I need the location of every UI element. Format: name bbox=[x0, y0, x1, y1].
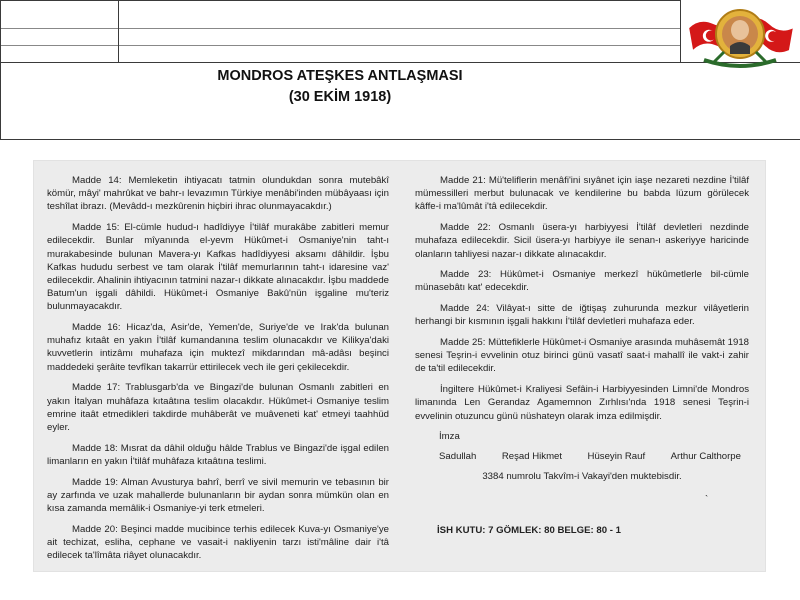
article-21: Madde 21: Mü'teliflerin menâfi'ini sıyânet için iaşe nezareti nezdine İ'tilâf mümessilleri merbut bulunacak ve kendilerine bu babda lüzum görülecek kâffe-i ma'lûmât i'tâ edilecekdir. bbox=[415, 175, 749, 213]
article-19: Madde 19: Alman Avusturya bahrî, berrî ve sivil memurin ve tebasının bir ay zarfında ve uzak mahallerde bulunanların bir aydan sonra mümkün olan en kısa zamanda memâlik-i Osmaniye-yi terk etmeleri. bbox=[47, 476, 389, 514]
article-17: Madde 17: Trablusgarb'da ve Bingazi'de bulunan Osmanlı zabitleri en yakın İtalyan muhâfaza kıtaâtına teslim olacakdır. Hükûmet-i Osmaniye teslim emrine itaât etmedikleri takdirde muhâberât ve muâveneti kat' etmeyi taahhüd eyler. bbox=[47, 382, 389, 433]
article-16: Madde 16: Hicaz'da, Asir'de, Yemen'de, Suriye'de ve Irak'da bulunan muhafız kıtaât en yakın İ'tilâf kumandanına teslim olunacakdır ve Kilikya'daki kuvvetlerin intizâmı muhafaza için muktezî mikdarından mâ-adâsı beşinci maddedeki şerâite tevfîkan takarrür ettirilecek vech ile geri çekilecekdir. bbox=[47, 322, 389, 373]
signatories-row bbox=[415, 450, 741, 463]
header-mid-border bbox=[0, 62, 800, 63]
signatory-name: Hüseyin Rauf bbox=[587, 451, 646, 463]
signatory-name: Reşad Hikmet bbox=[501, 451, 563, 463]
header-col-divider-2 bbox=[118, 0, 119, 62]
gazette-note: 3384 numrolu Takvîm-i Vakayi'den muktebisdir. bbox=[482, 470, 682, 482]
header-row-divider-2 bbox=[0, 45, 680, 46]
article-15: Madde 15: El-cümle hudud-ı hadîdiyye İ'tilâf murakâbe zabitleri memur edilecekdir. Bunlar mîyanında el-yevm Hükûmet-i Osmaniye'nin taht-ı murakabesinde bulunan Mavera-yı Kafkas hadîdiyyesi aksamı dâhildir. İşbu Kafkas hududu serbest ve tam olarak İ'tilâf memurlarının taht-ı idaresine vaz' edilecekdir. Ahalinin ihtiyacının tatmini nazar-ı dikkate alınacakdır. İşbu maddede Batum'un işgali dâhildi. Hükûmet-i Osmaniye Bakû'nün işgaline mu'teriz bulunmayacakdır. bbox=[47, 222, 389, 313]
article-14: Madde 14: Memleketin ihtiyacatı tatmin olundukdan sonra mutebâkî kömür, mâyi' mahrûkat ve bahr-ı levazımın Türkiye menâbi'inden mübâyaası için teshîlat ibrazı. (Mevâdd-ı mezkûrenin hiçbiri ihrac olunmayacakdır.) bbox=[47, 175, 389, 213]
tick-mark: ` bbox=[705, 493, 709, 505]
signature-heading: İmza bbox=[439, 431, 460, 443]
closing-statement: İngiltere Hükûmet-i Kraliyesi Sefâin-i Harbiyyesinden Limni'de Mondros limanında Len Gerandaz Agamemnon Zırhlısı'nda 1918 senesi Teşrin-i evvelinin otuzuncu günü nüshateyn olarak imza edilmişdir. bbox=[415, 384, 749, 422]
document-right-column bbox=[415, 174, 749, 537]
title-line-1: MONDROS ATEŞKES ANTLAŞMASI bbox=[217, 68, 463, 84]
header-col-divider-3 bbox=[680, 0, 681, 62]
title-line-2: (30 EKİM 1918) bbox=[288, 89, 392, 105]
article-24: Madde 24: Vilâyat-ı sitte de iğtişaş zuhurunda mezkur vilâyetlerin herhangi bir kısmının işgali hakkını İ'tilâf devletleri muhafaza eder. bbox=[415, 303, 749, 328]
header-bottom-border bbox=[0, 139, 800, 140]
article-22: Madde 22: Osmanlı üsera-yı harbiyyesi İ'tilâf devletleri nezdinde muhafaza edilecekdir. Sicil üsera-yı harbiyye ile senan-ı askeriyye haricinde olanların tahliyesi nazar-ı dikkate alınacakdır. bbox=[415, 222, 749, 260]
signatory-name: Sadullah bbox=[439, 451, 477, 463]
article-20: Madde 20: Beşinci madde mucibince terhis edilecek Kuva-yı Osmaniye'ye ait techizat, esliha, cephane ve vasait-i nakliyenin tarzı isti'mâline dair i'tâ edilecek ta'lîmâta riâyet olunacakdır. bbox=[47, 523, 389, 562]
scanned-document bbox=[33, 160, 766, 572]
archive-reference: İSH KUTU: 7 GÖMLEK: 80 BELGE: 80 - 1 bbox=[437, 525, 621, 537]
page-title bbox=[0, 66, 680, 108]
ataturk-emblem-icon bbox=[684, 2, 796, 72]
signatory-name: Arthur Calthorpe bbox=[670, 451, 741, 463]
document-left-column bbox=[47, 174, 389, 570]
header-row-divider bbox=[0, 28, 680, 29]
article-23: Madde 23: Hükûmet-i Osmaniye merkezî hükûmetlerle bil-cümle münasebâtı kat' edecekdir. bbox=[415, 269, 749, 294]
header-top-border bbox=[0, 0, 680, 1]
article-25: Madde 25: Müttefiklerle Hükûmet-i Osmaniye arasında muhâsemât 1918 senesi Teşrin-i evvelinin otuz birinci günü vasatî saat-i mahallî ile vakt-i zahir de ta'til edilecekdir. bbox=[415, 337, 749, 375]
article-18: Madde 18: Mısrat da dâhil olduğu hâlde Trablus ve Bingazi'de işgal edilen limanların en yakın İ'tilâf muhâfaza kıtaâtına teslimi. bbox=[47, 442, 389, 467]
